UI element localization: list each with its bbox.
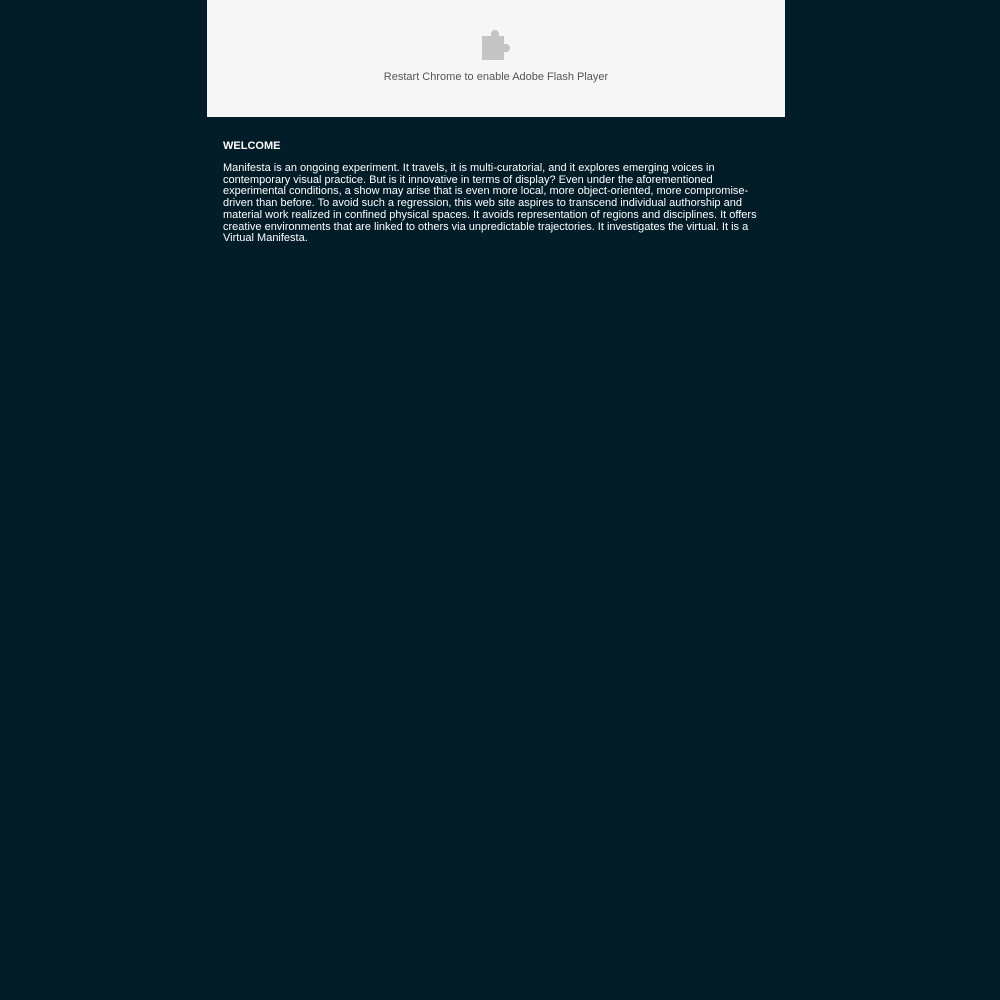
intro-paragraph: Manifesta is an ongoing experiment. It travels, it is multi-curatorial, and it explores emerging voices in contemporary visual practice. But is it innovative in terms of display? Even under the aforementioned experimental conditions, a show may arise that is even more local, more object-oriented, more compromise-driven than before. To avoid such a regression, this web site aspires to transcend individual authorship and material work realized in confined physical spaces. It avoids representation of regions and disciplines. It offers creative environments that are linked to others via unpredictable trajectories. It investigates the virtual. It is a Virtual Manifesta. — [223, 162, 757, 245]
welcome-section — [223, 139, 758, 245]
page-title: WELCOME — [223, 140, 281, 152]
plugin-message: Restart Chrome to enable Adobe Flash Player — [383, 71, 609, 83]
flash-plugin-placeholder[interactable] — [207, 0, 785, 117]
puzzle-piece-icon — [478, 28, 514, 64]
